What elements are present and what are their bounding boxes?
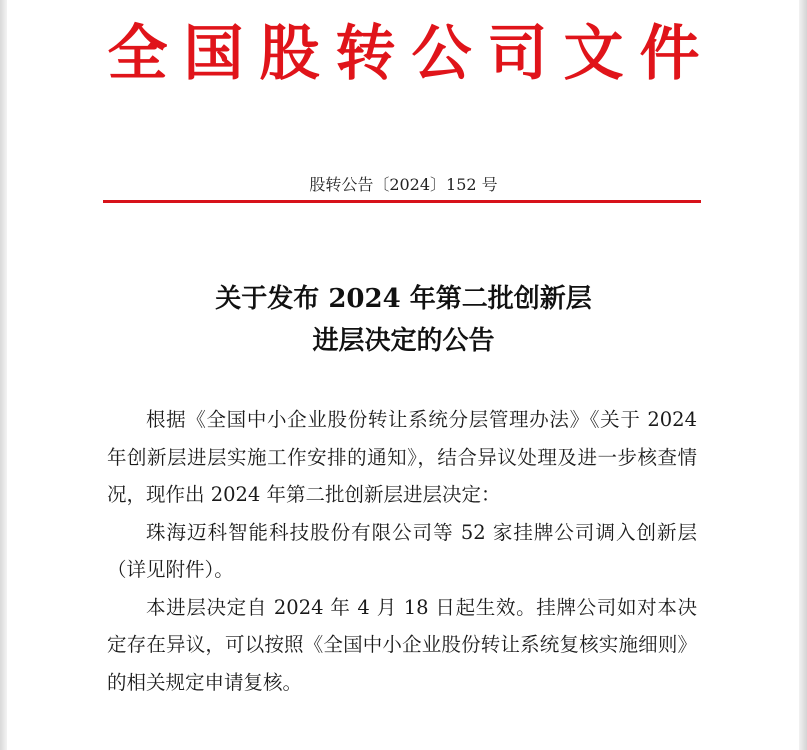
title-line-1: 关于发布 2024 年第二批创新层 [215, 284, 592, 314]
red-divider-line [103, 200, 701, 203]
document-number: 股转公告〔2024〕152 号 [309, 175, 498, 194]
page-edge-left [0, 0, 7, 750]
title-line-2: 进层决定的公告 [312, 326, 495, 356]
paragraph-1: 根据《全国中小企业股份转让系统分层管理办法》《关于 2024 年创新层进层实施工作安排的通知》，结合异议处理及进一步核查情况，现作出 2024 年第二批创新层进层决定： [107, 408, 697, 506]
masthead-title: 全国股转公司文件 [107, 19, 716, 89]
paragraph-3: 本进层决定自 2024 年 4 月 18 日起生效。挂牌公司如对本决定存在异议，可以按照《全国中小企业股份转让系统复核实施细则》的相关规定申请复核。 [107, 595, 697, 694]
announcement-title [0, 278, 807, 362]
paragraph-2: 珠海迈科智能科技股份有限公司等 52 家挂牌公司调入创新层（详见附件）。 [107, 520, 697, 581]
page-edge-right [799, 0, 807, 750]
announcement-body [107, 401, 697, 701]
